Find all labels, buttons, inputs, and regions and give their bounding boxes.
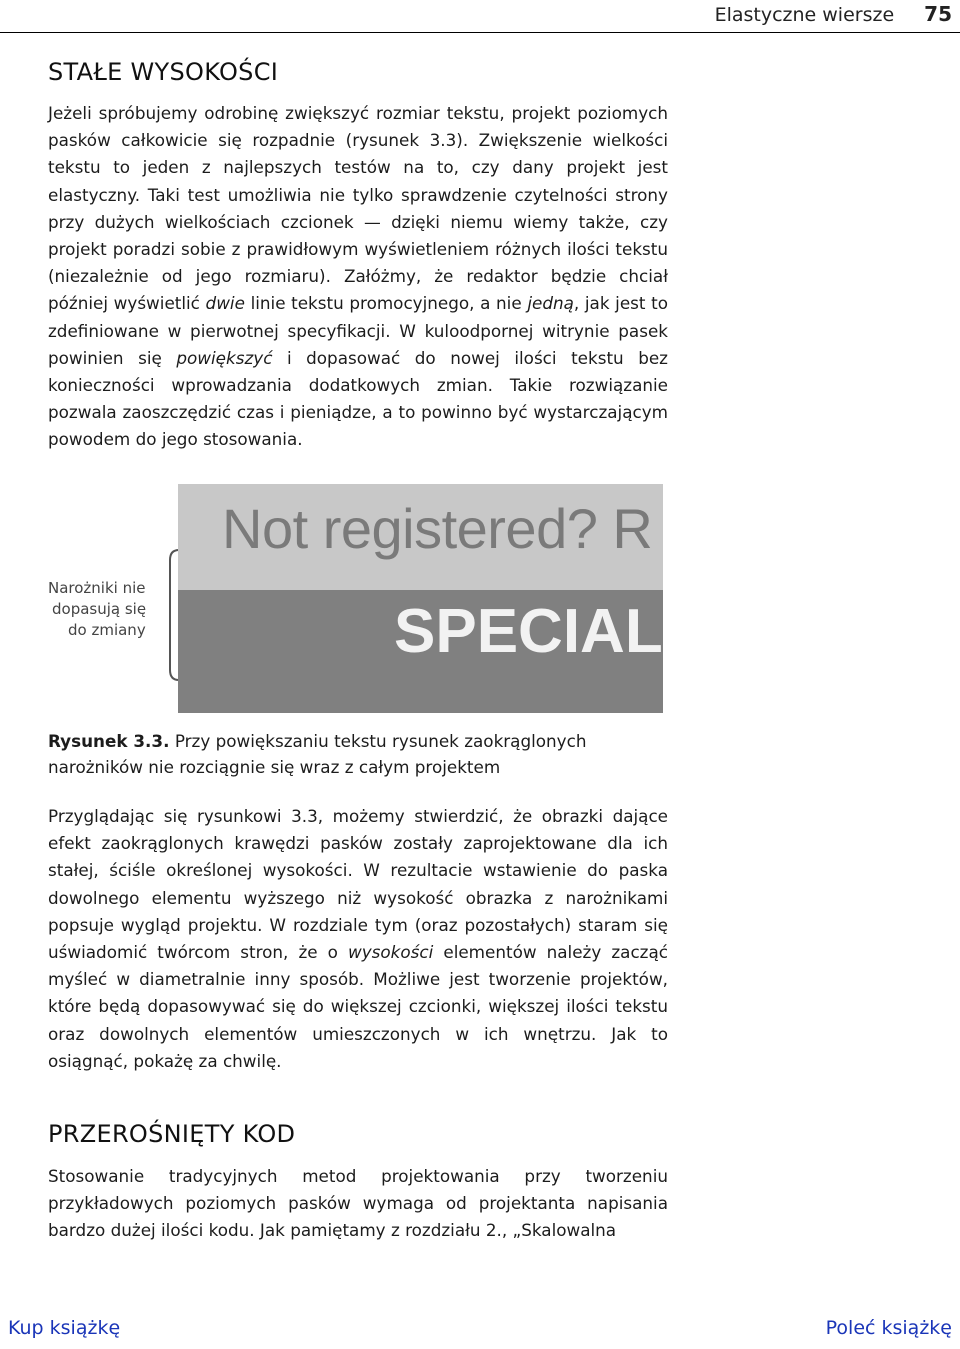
body-paragraph-2 (48, 803, 668, 1075)
figure-top-bar (178, 484, 663, 590)
caption-text: Przy powiększaniu tekstu rysunek zaokrąglonych narożników nie rozciągnie się wraz z całym projektem (48, 731, 587, 777)
page-number: 75 (924, 2, 952, 26)
paragraph-text: , jak jest to zdefiniowane w pierwotnej specyfikacji. W kuloodpornej witrynie pasek powinien się (48, 293, 668, 368)
figure-side-label (48, 578, 148, 641)
side-label-line: do zmiany (68, 621, 146, 639)
running-head-title: Elastyczne wiersze (714, 4, 895, 26)
paragraph-text: elementów należy zacząć myśleć w diametralnie inny sposób. Możliwe jest tworzenie projektów, które będą dopasowywać się do większej czcionki, większej ilości tekstu oraz dowolnych elementów umieszczonych w ich wnętrzu. Jak to osiągnąć, pokażę za chwilę. (48, 942, 668, 1071)
recommend-book-link[interactable]: Poleć książkę (825, 1317, 952, 1339)
figure-bottom-bar (178, 590, 663, 713)
body-paragraph-3: Stosowanie tradycyjnych metod projektowania przy tworzeniu przykładowych poziomych pasków wymaga od projektanta napisania bardzo dużej ilości kodu. Jak pamiętamy z rozdziału 2., „Skalowalna (48, 1166, 668, 1241)
paragraph-text: Przyglądając się rysunkowi 3.3, możemy stwierdzić, że obrazki dające efekt zaokrąglonych krawędzi pasków zostały zaprojektowane dla ich stałej, ściśle określonej wysokości. W rezultacie wstawienie do paska dowolnego elementu wyższego niż wysokość obrazka z narożnikami popsuje wygląd projektu. W rozdziale tym (oraz pozostałych) staram się uświadomić twórcom stron, że o (48, 806, 668, 963)
figure-bottom-text: SPECIAL (394, 597, 663, 666)
emphasis-text: wysokości (348, 942, 434, 963)
section-heading-stale-wysokosci: STAŁE WYSOKOŚCI (48, 58, 279, 86)
emphasis-text: jedną (527, 293, 574, 314)
emphasis-text: powiększyć (176, 347, 273, 368)
emphasis-text: dwie (205, 293, 245, 314)
buy-book-link[interactable]: Kup książkę (8, 1317, 121, 1339)
header-rule (0, 32, 960, 33)
paragraph-text: i dopasować do nowej ilości tekstu bez konieczności wprowadzania dodatkowych zmian. Takie rozwiązanie pozwala zaoszczędzić czas i pieniądze, a to powinno być wystarczającym powodem do jego stosowania. (48, 347, 668, 450)
side-label-line: dopasują się (52, 600, 147, 618)
body-paragraph-1 (48, 100, 668, 454)
figure-caption (48, 729, 668, 780)
figure-top-text: Not registered? R (222, 497, 653, 560)
paragraph-text: linie tekstu promocyjnego, a nie (244, 293, 528, 314)
caption-label: Rysunek 3.3. (48, 731, 170, 751)
section-heading-przerosniety-kod: PRZEROŚNIĘTY KOD (48, 1120, 296, 1148)
figure-3-3-image (178, 484, 663, 713)
running-head (715, 2, 952, 28)
side-label-line: Narożniki nie (48, 579, 146, 597)
paragraph-text: Jeżeli spróbujemy odrobinę zwiększyć rozmiar tekstu, projekt poziomych pasków całkowicie się rozpadnie (rysunek 3.3). Zwiększenie wielkości tekstu to jeden z najlepszych testów na to, czy dany projekt jest elastyczny. Taki test umożliwia nie tylko sprawdzenie czytelności strony przy dużych wielkościach czcionek — dzięki niemu wiemy także, czy projekt poradzi sobie z prawidłowym wyświetleniem różnych ilości tekstu (niezależnie od jego rozmiaru). Załóżmy, że redaktor będzie chciał później wyświetlić (48, 103, 668, 314)
